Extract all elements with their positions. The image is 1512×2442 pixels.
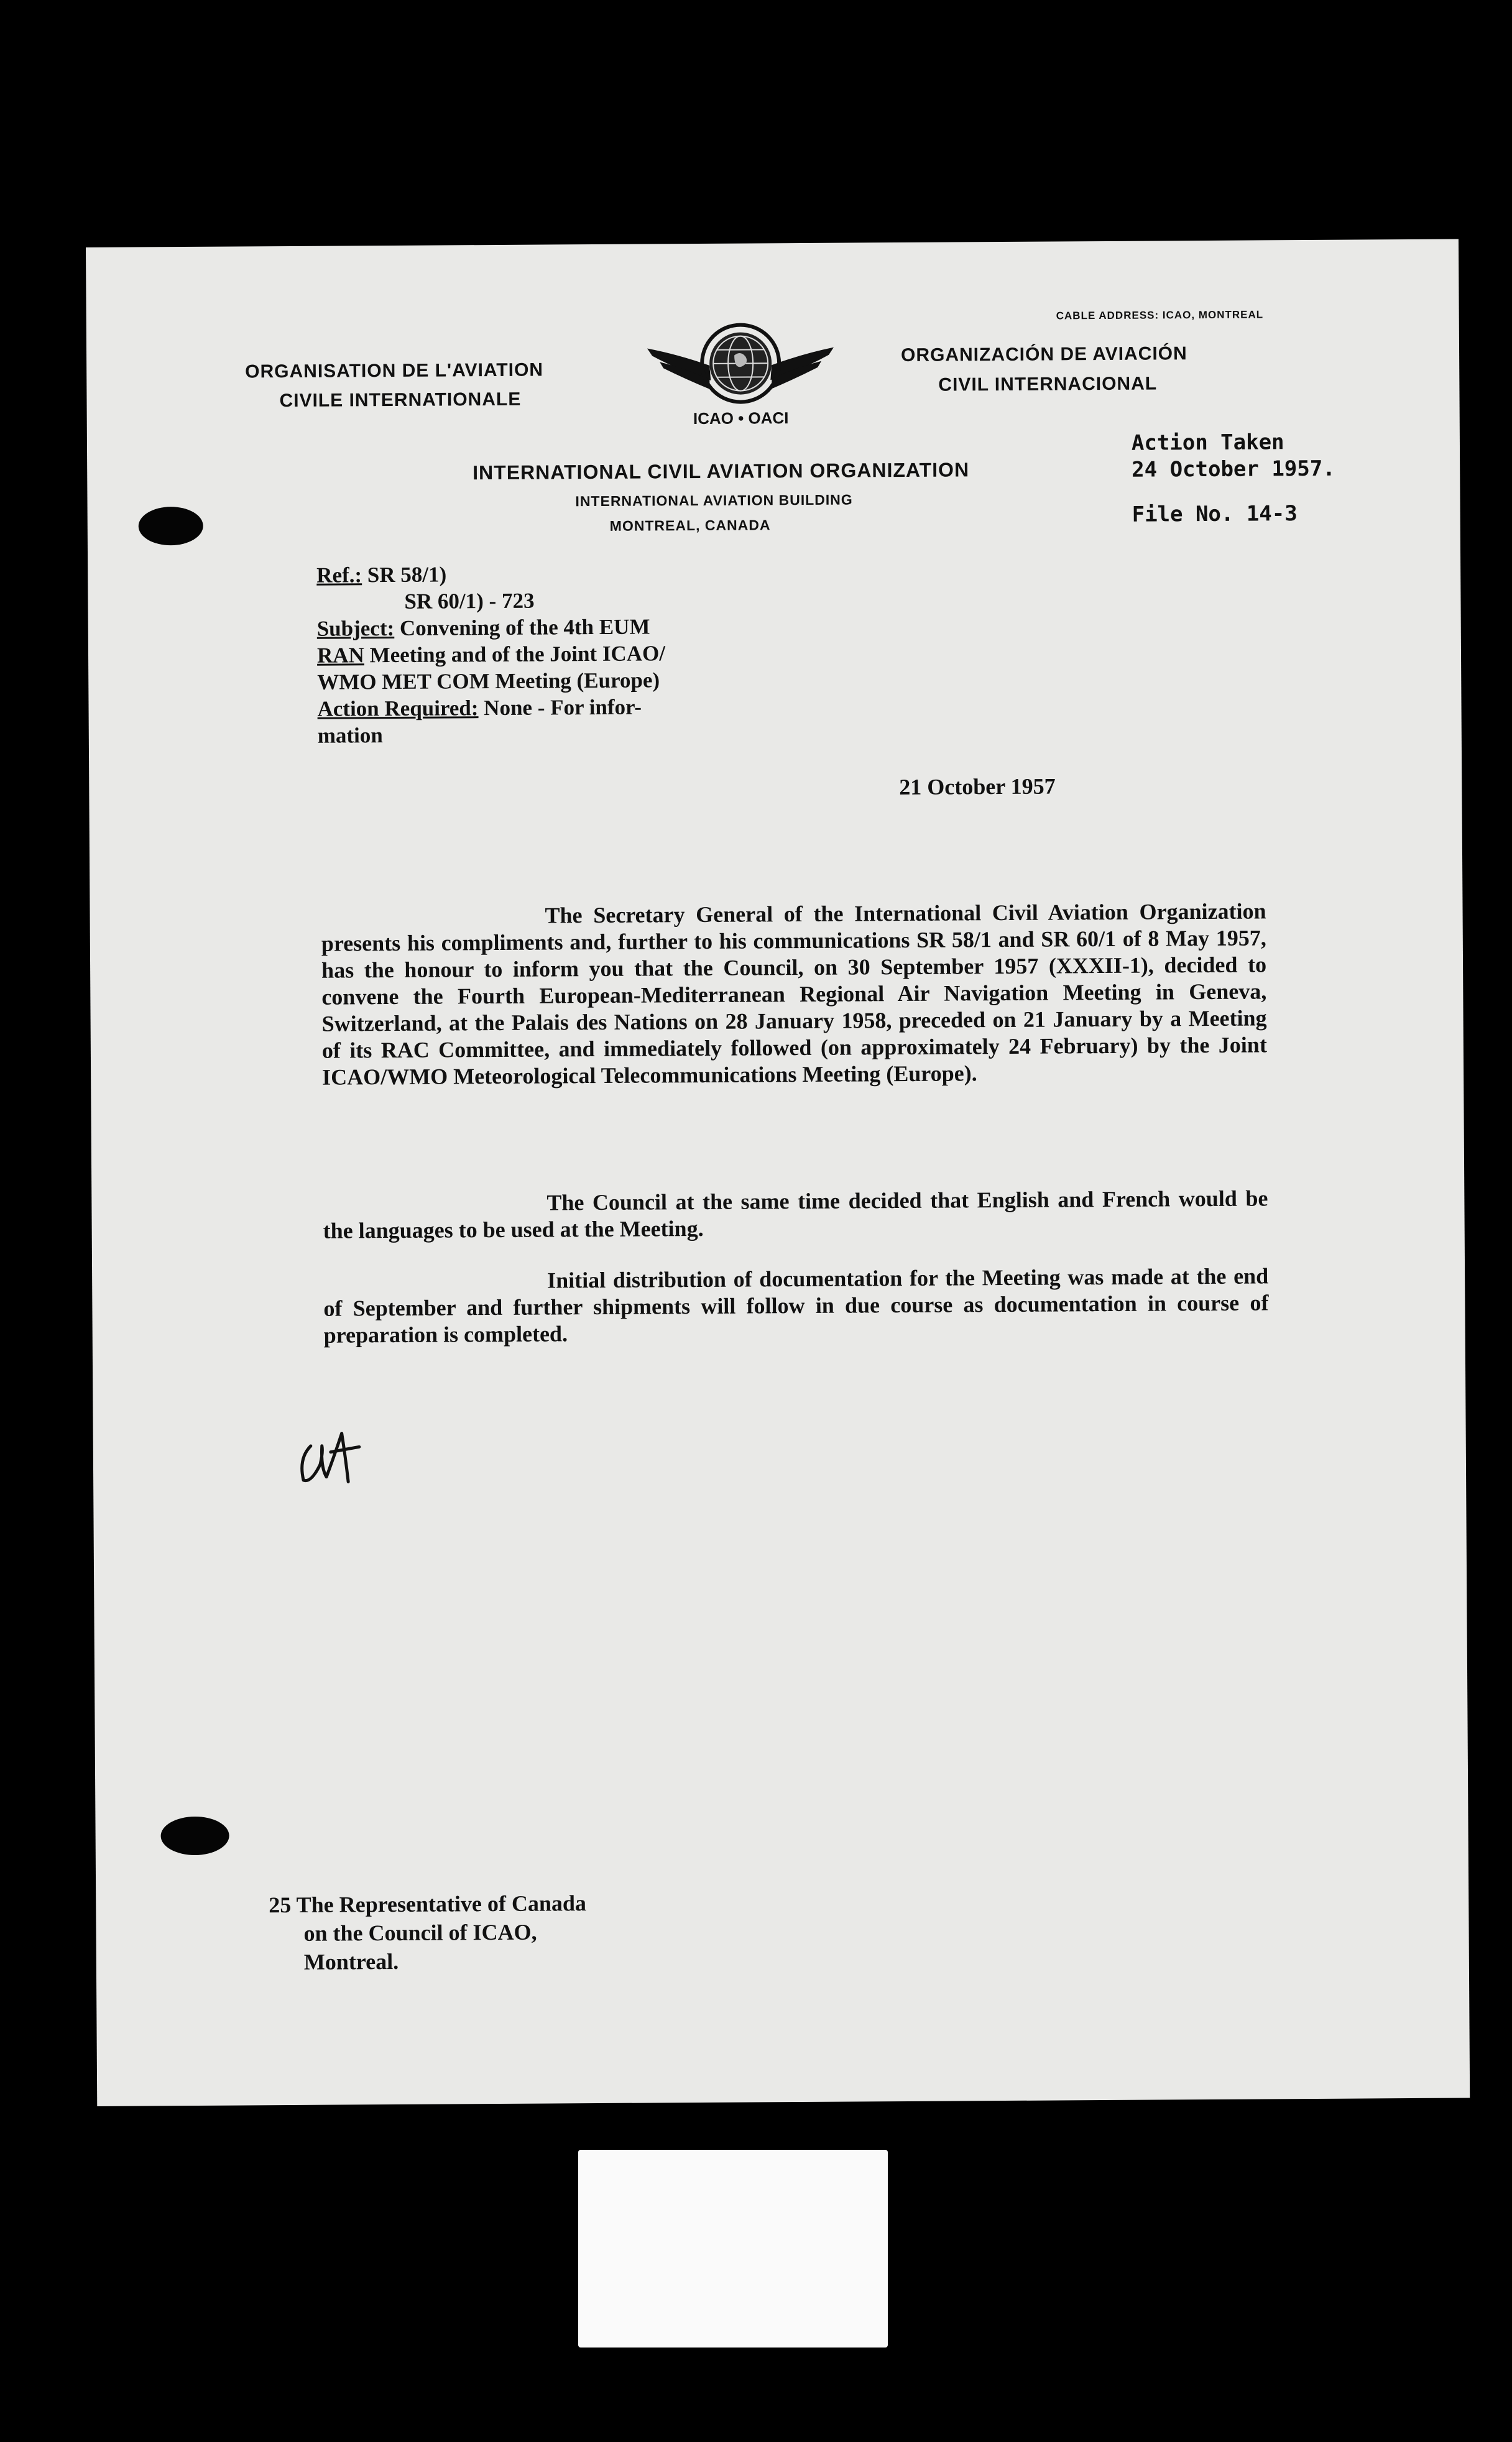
body-paragraph-3: Initial distribution of documentation for the Meeting was made at the end of September and further shipments will follow in due course as documentation in course of preparation is completed. — [323, 1263, 1269, 1348]
action-required-line1: None - For infor- — [484, 694, 642, 721]
subject-line1: Convening of the 4th EUM — [399, 614, 650, 640]
handwritten-initials — [292, 1408, 379, 1496]
spanish-name-line2: CIVIL INTERNACIONAL — [938, 373, 1158, 395]
subject-label: Subject: — [316, 615, 395, 641]
spanish-name-line1: ORGANIZACIÓN DE AVIACIÓN — [900, 343, 1187, 366]
punch-hole-top — [139, 507, 203, 546]
addressee-number: 25 — [269, 1892, 292, 1918]
blank-label-box — [578, 2150, 888, 2348]
subject-line2: Meeting and of the Joint ICAO/ — [369, 641, 666, 668]
addressee-line1: The Representative of Canada — [296, 1891, 587, 1917]
cable-address: CABLE ADDRESS: ICAO, MONTREAL — [1056, 308, 1264, 322]
action-taken-label: Action Taken — [1131, 430, 1284, 456]
action-required-label: Action Required: — [317, 696, 479, 721]
ref-line2: SR 60/1) — [404, 589, 484, 614]
body-paragraph-1: The Secretary General of the International Civil Aviation Organization presents his compliments and, further to his communications SR 58/1 and SR 60/1 of 8 May 1957, has the honour to inform you that the Council, on 30 September 1957 (XXXII-1), decided to convene the Fourth European-Mediterranean Regional Air Navigation Meeting in Geneva, Switzerland, at the Palais des Nations on 28 January 1958, preceded on 21 January by a Meeting of its RAC Committee, and immediately followed (on approximately 24 February) by the Joint ICAO/WMO Meteorological Telecommunications Meeting (Europe). — [321, 898, 1267, 1090]
letter-date: 21 October 1957 — [899, 773, 1056, 800]
letter-page — [86, 239, 1470, 2106]
org-building: INTERNATIONAL AVIATION BUILDING — [575, 491, 853, 510]
file-number: File No. 14-3 — [1132, 501, 1298, 527]
french-name-line1: ORGANISATION DE L'AVIATION — [245, 359, 544, 382]
subject-line3: WMO MET COM Meeting (Europe) — [317, 668, 660, 694]
emblem-text: ICAO • OACI — [693, 408, 789, 428]
ref-label: Ref.: — [316, 563, 362, 587]
ref-line1: SR 58/1) — [367, 562, 447, 587]
subject-ran: RAN — [316, 643, 364, 668]
french-name-line2: CIVILE INTERNATIONALE — [279, 389, 522, 412]
addressee-line2: on the Council of ICAO, — [303, 1919, 537, 1946]
addressee-block — [269, 1889, 587, 1976]
org-city: MONTREAL, CANADA — [609, 517, 771, 534]
org-name: INTERNATIONAL CIVIL AVIATION ORGANIZATION — [472, 458, 970, 484]
punch-hole-bottom — [160, 1817, 229, 1856]
action-taken-date: 24 October 1957. — [1132, 456, 1335, 482]
reference-block — [316, 560, 666, 749]
addressee-line3: Montreal. — [303, 1948, 399, 1974]
body-paragraph-2: The Council at the same time decided that English and French would be the languages to be used at the Meeting. — [323, 1186, 1268, 1243]
action-required-line2: mation — [317, 723, 383, 748]
icao-emblem-icon — [641, 310, 841, 436]
ref-number: - 723 — [489, 588, 535, 614]
